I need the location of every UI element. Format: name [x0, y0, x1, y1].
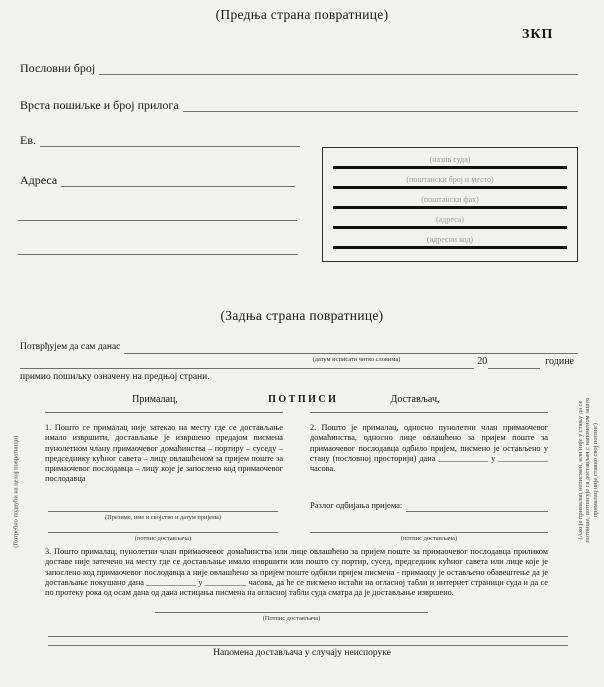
form-code: ЗКП	[522, 27, 554, 42]
deliverer-signature-caption-left: (потпис достављача)	[134, 535, 192, 542]
year-row	[20, 355, 578, 369]
year-blank	[488, 368, 540, 369]
shipment-type-label: Врста пошиљке и број прилога	[20, 98, 179, 112]
deliverer-signature-line	[310, 398, 548, 413]
deliverer-signature-caption-right: (потпис достављача)	[400, 535, 458, 542]
postal-number-place-label: (поштански број и место)	[406, 175, 494, 184]
deliverer-heading: Достављач,	[390, 394, 440, 405]
address-extra-line-2	[18, 238, 298, 255]
year-leading-blank	[20, 368, 474, 369]
right-margin-note: (Ако је прималац неписмен, или није у стању да се потпише, потписује га достављач с напоменом зашто прималац није ставио свој потпис)	[576, 397, 599, 543]
undeliverable-note: Напомена достављача у случају неиспоруке	[213, 648, 391, 658]
court-address-row	[323, 175, 577, 195]
received-statement: примио пошиљку означену на предњој страни.	[20, 372, 210, 382]
court-address-row	[323, 235, 577, 255]
address-blank	[61, 186, 295, 187]
name-capacity-date-caption: (Презиме, име и својство и датум пријема)	[105, 514, 221, 521]
signatures-heading: П О Т П И С И	[268, 394, 336, 405]
year-prefix: 20	[477, 356, 488, 367]
court-address-row	[323, 195, 577, 215]
address-code-label: (адресни код)	[426, 235, 474, 244]
refusal-reason-label: Разлог одбијања пријема:	[310, 500, 403, 510]
court-street-line	[333, 226, 567, 229]
year-suffix: године	[545, 356, 574, 367]
deliverer-signature-caption-bottom: (Потпис достављача)	[262, 615, 321, 622]
shipment-type-blank	[183, 111, 578, 112]
paragraph-1: 1. Пошто се прималац није затекао на месту где се достављање имало извршити, достављање је извршено предајом писмена пунолетном члану примаочевог домаћинства – портиру – суседу – председнику кућног савета – лицу овлашћеном за пријем поште за примаочевог послодавца – лицу које је запослено код примаочевог послодавца	[45, 423, 283, 484]
court-address-box	[322, 147, 578, 262]
recipient-signature-line	[45, 398, 283, 413]
po-box-line	[333, 206, 567, 209]
court-address-row	[323, 215, 577, 235]
ev-row	[20, 130, 300, 147]
court-street-label: (адреса)	[436, 215, 464, 224]
name-capacity-date-line	[48, 497, 278, 512]
deliverer-signature-line-right	[310, 518, 548, 533]
business-number-row	[20, 58, 578, 75]
ev-blank	[40, 146, 300, 147]
confirm-date-row	[20, 340, 578, 354]
po-box-label: (поштански фах)	[421, 195, 479, 204]
court-name-label: (назив суда)	[429, 155, 471, 164]
confirm-date-blank	[124, 353, 578, 354]
date-in-words-caption: (датум исписати читко словима)	[312, 356, 401, 363]
back-side-title: (Задња страна повратнице)	[220, 308, 384, 323]
ev-label: Ев.	[20, 133, 36, 147]
address-row	[20, 170, 295, 187]
business-number-blank	[99, 74, 578, 75]
paragraph-3: 3. Пошто прималац, пунолетни члан примаочевог домаћинства или лице овлашћено за пријем поште за примаочевог послодавца приликом доставе није затечено на месту где се достављање имало извршити или пошто су портир, сусед, председник кућног савета или лице које је запослено код примаочевог послодавца а није овлашћено за пријем поште одбили пријем писмена - примаоцу је остављено обавештење да је достављање покушано дана ____________ у __________ часова, да ће се писмено истаћи на огласној табли и интернет страници суда и да се по протеку рока од осам дана од дана истицања писмена на огласној табли суда сматра да је достављање извршено.	[45, 547, 548, 598]
address-extra-line-1	[18, 204, 297, 221]
front-side-title: (Предња страна повратнице)	[215, 7, 389, 22]
left-margin-note: (Потребно подвући на целој повратници)	[12, 435, 20, 548]
deliverer-signature-line-bottom	[155, 598, 428, 613]
court-address-row	[323, 155, 577, 175]
shipment-type-row	[20, 95, 578, 112]
court-name-line	[333, 166, 567, 169]
refusal-reason-blank	[406, 511, 548, 512]
undeliverable-note-line-2	[48, 631, 568, 646]
business-number-label: Пословни број	[20, 61, 96, 75]
address-label: Адреса	[20, 173, 58, 187]
paragraph-2: 2. Пошто је прималац, односно пунолетни члан примаочевог домаћинства, односно лице овлашћено за пријем поште за примаочевог послодавца одбило пријем, писмено је остављено у стану (пословној просторији) дана ____________ у ____________ часова.	[310, 423, 548, 474]
refusal-reason-row	[310, 498, 548, 512]
deliverer-signature-line-left	[48, 518, 278, 533]
address-code-line	[333, 246, 567, 249]
confirm-prefix: Потврђујем да сам данас	[20, 342, 121, 352]
postal-number-place-line	[333, 186, 567, 189]
recipient-heading: Прималац,	[132, 394, 178, 405]
